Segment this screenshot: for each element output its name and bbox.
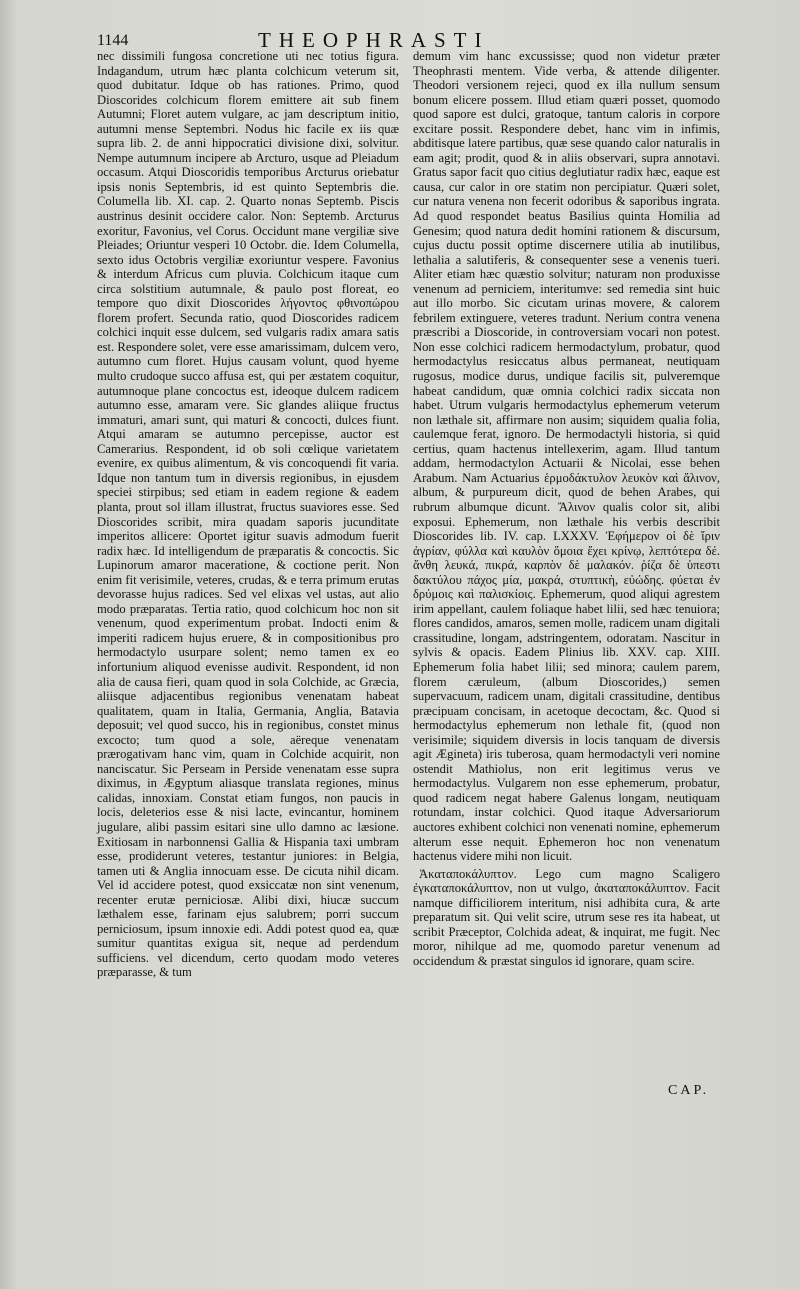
- right-paragraph-1: demum vim hanc excussisse; quod non videtur præter Theophrasti mentem. Vide verba, & attende diligenter. Theodori versionem rejeci, quod ex illa nullum sensum bonum elicere possem. Illud etiam quæri posset, quomodo quod sapore est dulci, gratoque, tantum caloris in corpore excitare possit. Respondere debet, hanc vim in infimis, abditisque latere partibus, quæ sese quando calor naturalis in eam agit; prodit, quod & in aliis observari, supra annotavi. Gratus sapor facit quo citius deglutiatur radix hæc, eaque est causa, cur calor in ore statim non percipiatur. Quæri solet, cur natura venena non fecerit odoribus & saporibus ingrata. Ad quod respondet beatus Basilius quinta Homilia ad Genesim; quod natura dedit homini rationem & discursum, cujus ductu possit optime discernere utilia ab inutilibus, lethalia a salutiferis, & consequenter sese a venenis tueri. Aliter etiam hæc quæstio solvitur; naturam non produxisse venenum ad perniciem, interitumve: sed remedia sint huic aut illo morbo. Sic cicutam urinas movere, & calorem febrilem extinguere, veteres tradunt. Nerium contra venena præscribi a Dioscoride, in controversiam vocari non potest. Non esse colchici radicem hermodactylum, probatur, quod hermodactylus resiccatus albus permaneat, neutiquam rugosus, modice durus, undique facilis sit, pulveremque habeat candidum, quæ omnia colchici radix siccata non habet. Utrum vulgaris hermodactylus ephemerum veterum non læthale sit, affirmare non ausim; siquidem qualia folia, caulemque ferat, ignoro. De hermodactyli historia, si quid certius, quam hactenus intellexerim, agam. Illud tantum addam, hermodactylon Actuarii & Nicolai, esse behen Arabum. Nam Actuarius ἑρμοδάκτυλον λευκὸν καὶ ἄλινον, album, & purpureum dicit, quod de behen Arabes, qui rubrum albumque dicunt. Ἄλινον qualis color sit, alibi exposui. Ephemerum, non læthale his verbis describit Dioscorides lib. IV. cap. LXXXV. Ἐφήμερον οἱ δὲ ἴριν ἀγρίαν, φύλλα καὶ καυλὸν ὅμοια ἔχει κρίνῳ, λεπτότερα δέ. ἄνθη λευκά, πικρά, καρπὸν δὲ μαλακόν. ῥίζα δὲ ὑπεστι δακτύλου πάχος μία, μακρά, στυπτικὴ, εὐώδης. φύεται ἐν δρύμοις καὶ παλισκίοις. Ephemerum, quod aliqui agrestem irim appellant, caulem foliaque habet lilii, sed hæc tenuiora; flores candidos, amaros, semen molle, radicem unam digitali crassitudine, longam, adstringentem, odoratam. Nascitur in sylvis & opacis. Eadem Plinius lib. XXV. cap. XIII. Ephemerum folia habet lilii; sed minora; caulem parem, florem cæruleum, (album Dioscorides,) semen supervacuum, radicem unam, digitali crassitudine, dentibus præcipuam concisam, in acetoque decoctam, &c. Quod si hermodactylus ephemerum non lethale fit, (quod non verisimile; siquidem diversis in locis tanquam de diversis agit Ægineta) iris tuberosa, quam hermodactyli veri nomine ostendit Mathiolus, non erit legitimus verus ve hermodactylus. Vulgarem non esse ephemerum, probatur, quod radicem negat habere Galenus longam, neutiquam rotundam, instar colchici. Quod itaque Adversariorum auctores exhibent colchici non venenati nomine, ephemerum alterum esse nequit. Ephemeron hoc non venenatum hactenus videre mihi non licuit.: [413, 49, 720, 864]
- page-number: 1144: [97, 32, 129, 49]
- catchword: CAP.: [668, 1083, 710, 1098]
- running-title: THEOPHRASTI: [258, 28, 490, 52]
- right-column: [413, 49, 720, 968]
- left-column: [97, 49, 399, 980]
- right-paragraph-2: Ἀκαταποκάλυπτον. Lego cum magno Scaligero ἐγκαταποκάλυπτον, non ut vulgo, ἀκαταποκάλυπτον. Facit namque difficiliorem interitum, nisi adhibita cura, & arte preparatum sit. Qui velit scire, utrum sese res ita habeat, ut scribit Præceptor, Colchida adeat, & inquirat, me fugit. Nec moror, nihilque ad me, quomodo paretur venenum ad occidendum & præstat singulos id ignorare, quam scire.: [413, 866, 720, 968]
- left-paragraph-1: nec dissimili fungosa concretione uti nec totius figura. Indagandum, utrum hæc planta colchicum veterum sit, quod dubitatur. Idque ob has rationes. Primo, quod Dioscorides colchicum florem emittere ait sub finem Autumni; Floret autem vulgare, ac jam descriptum initio, autumni mense Septembri. Nodus hic facile ex iis quæ supra lib. 2. de anni hippocratici divisione dixi, solvitur. Nempe autumnum incipere ab Arcturo, usque ad Pleiadum occasum. Atqui Dioscoridis temporibus Arcturus oriebatur ipsis nonis Septembris, id est quinto Septembris die. Columella lib. XI. cap. 2. Quarto nonas Septemb. Piscis austrinus desinit occidere calor. Non: Septemb. Arcturus exoritur, Favonius, vel Corus. Occidunt mane vergiliæ sive Pleiades; Oriuntur vesperi 10 Octobr. die. Idem Columella, sexto idus Octobris vergiliæ exoriuntur vespere. Favonius & interdum Africus cum pluvia. Colchicum itaque cum circa solstitium autumnale, & paulo post floreat, eo tempore quo dixit Dioscorides λήγοντος φθινοπώρου florem profert. Secunda ratio, quod Dioscorides radicem colchici inquit esse dulcem, sed vulgaris radix amara satis est. Respondere solet, vere esse amarissimam, dulcem vero, autumno cum floret. Hujus causam volunt, quod hyeme multo crudoque succo affusa est, qui per æstatem coquitur, autumnoque plane concoctus est, ideoque dulcem radicem autumno esse, amaram vere. Sic glandes aliique fructus immaturi, amari sunt, qui maturi & concocti, dulces fiunt. Atqui amaram se autumno percepisse, auctor est Camerarius. Respondent, id ob soli cœlique varietatem evenire, ex quibus alimentum, & vis concoquendi fit varia. Idque non tantum tum in diversis regionibus, in ejusdem speciei stirpibus; sed etiam in eadem regione & eadem planta, prout sol illam illustrat, fructus suaviores esse. Sed Dioscorides scribit, mira quadam saporis jucunditate imperitos allicere: Oportet igitur suavis admodum fuerit radix hæc. Id intelligendum de præparatis & concoctis. Sic Lupinorum amaror maceratione, & coctione perit. Non enim fit verisimile, veteres, crudas, & e terra primum erutas devorasse hujus radices. Sed vel elixas vel ustas, aut alio modo præparatas. Tertia ratio, quod colchicum hoc non sit venenum, quod experimentum probat. Indocti enim & imperiti radicem hujus eruere, & in compositionibus pro hermodactylo usurpare solent; nemo tamen ex eo infortunium aliquod evenisse audivit. Respondent, id non alia de causa fieri, quam quod in sola Colchide, ac Græcia, aliisque adjacentibus regionibus venenatam habeat qualitatem, quam in Italia, Germania, Anglia, Batavia deposuit; vel quod succo, his in regionibus, constet minus excocto; tum quod a sole, aëreque venenatam prærogativam hanc vim, quam in Colchide acquirit, non nanciscatur. Sic Perseam in Perside venenatam esse supra diximus, in Ægyptum aliasque translata regiones, minus calidas, innoxiam. Constat etiam fungos, non paucis in locis, deleterios esse & nisi lacte, evincantur, hominem jugulare, alibi passim esitari sine ullo damno ac læsione. Exitiosam in narbonnensi Gallia & Hispania taxi umbram esse, prodiderunt veteres, testantur juniores: in Belgia, tamen uti & Anglia innocuam esse. De cicuta nihil dicam. Vel id accidere potest, quod exsiccatæ non sint venenum, recenter erutæ perniciosæ. Alibi dixi, hiucæ succum læthalem esse, farinam ejus salubrem; porri succum perniciosum, ipsum innoxie edi. Addi potest quod ea, quæ sumitur quantitas exigua sit, neque ad perdendum sufficiens. vel dicendum, certo quodam modo veteres præparasse, & tum: [97, 49, 399, 980]
